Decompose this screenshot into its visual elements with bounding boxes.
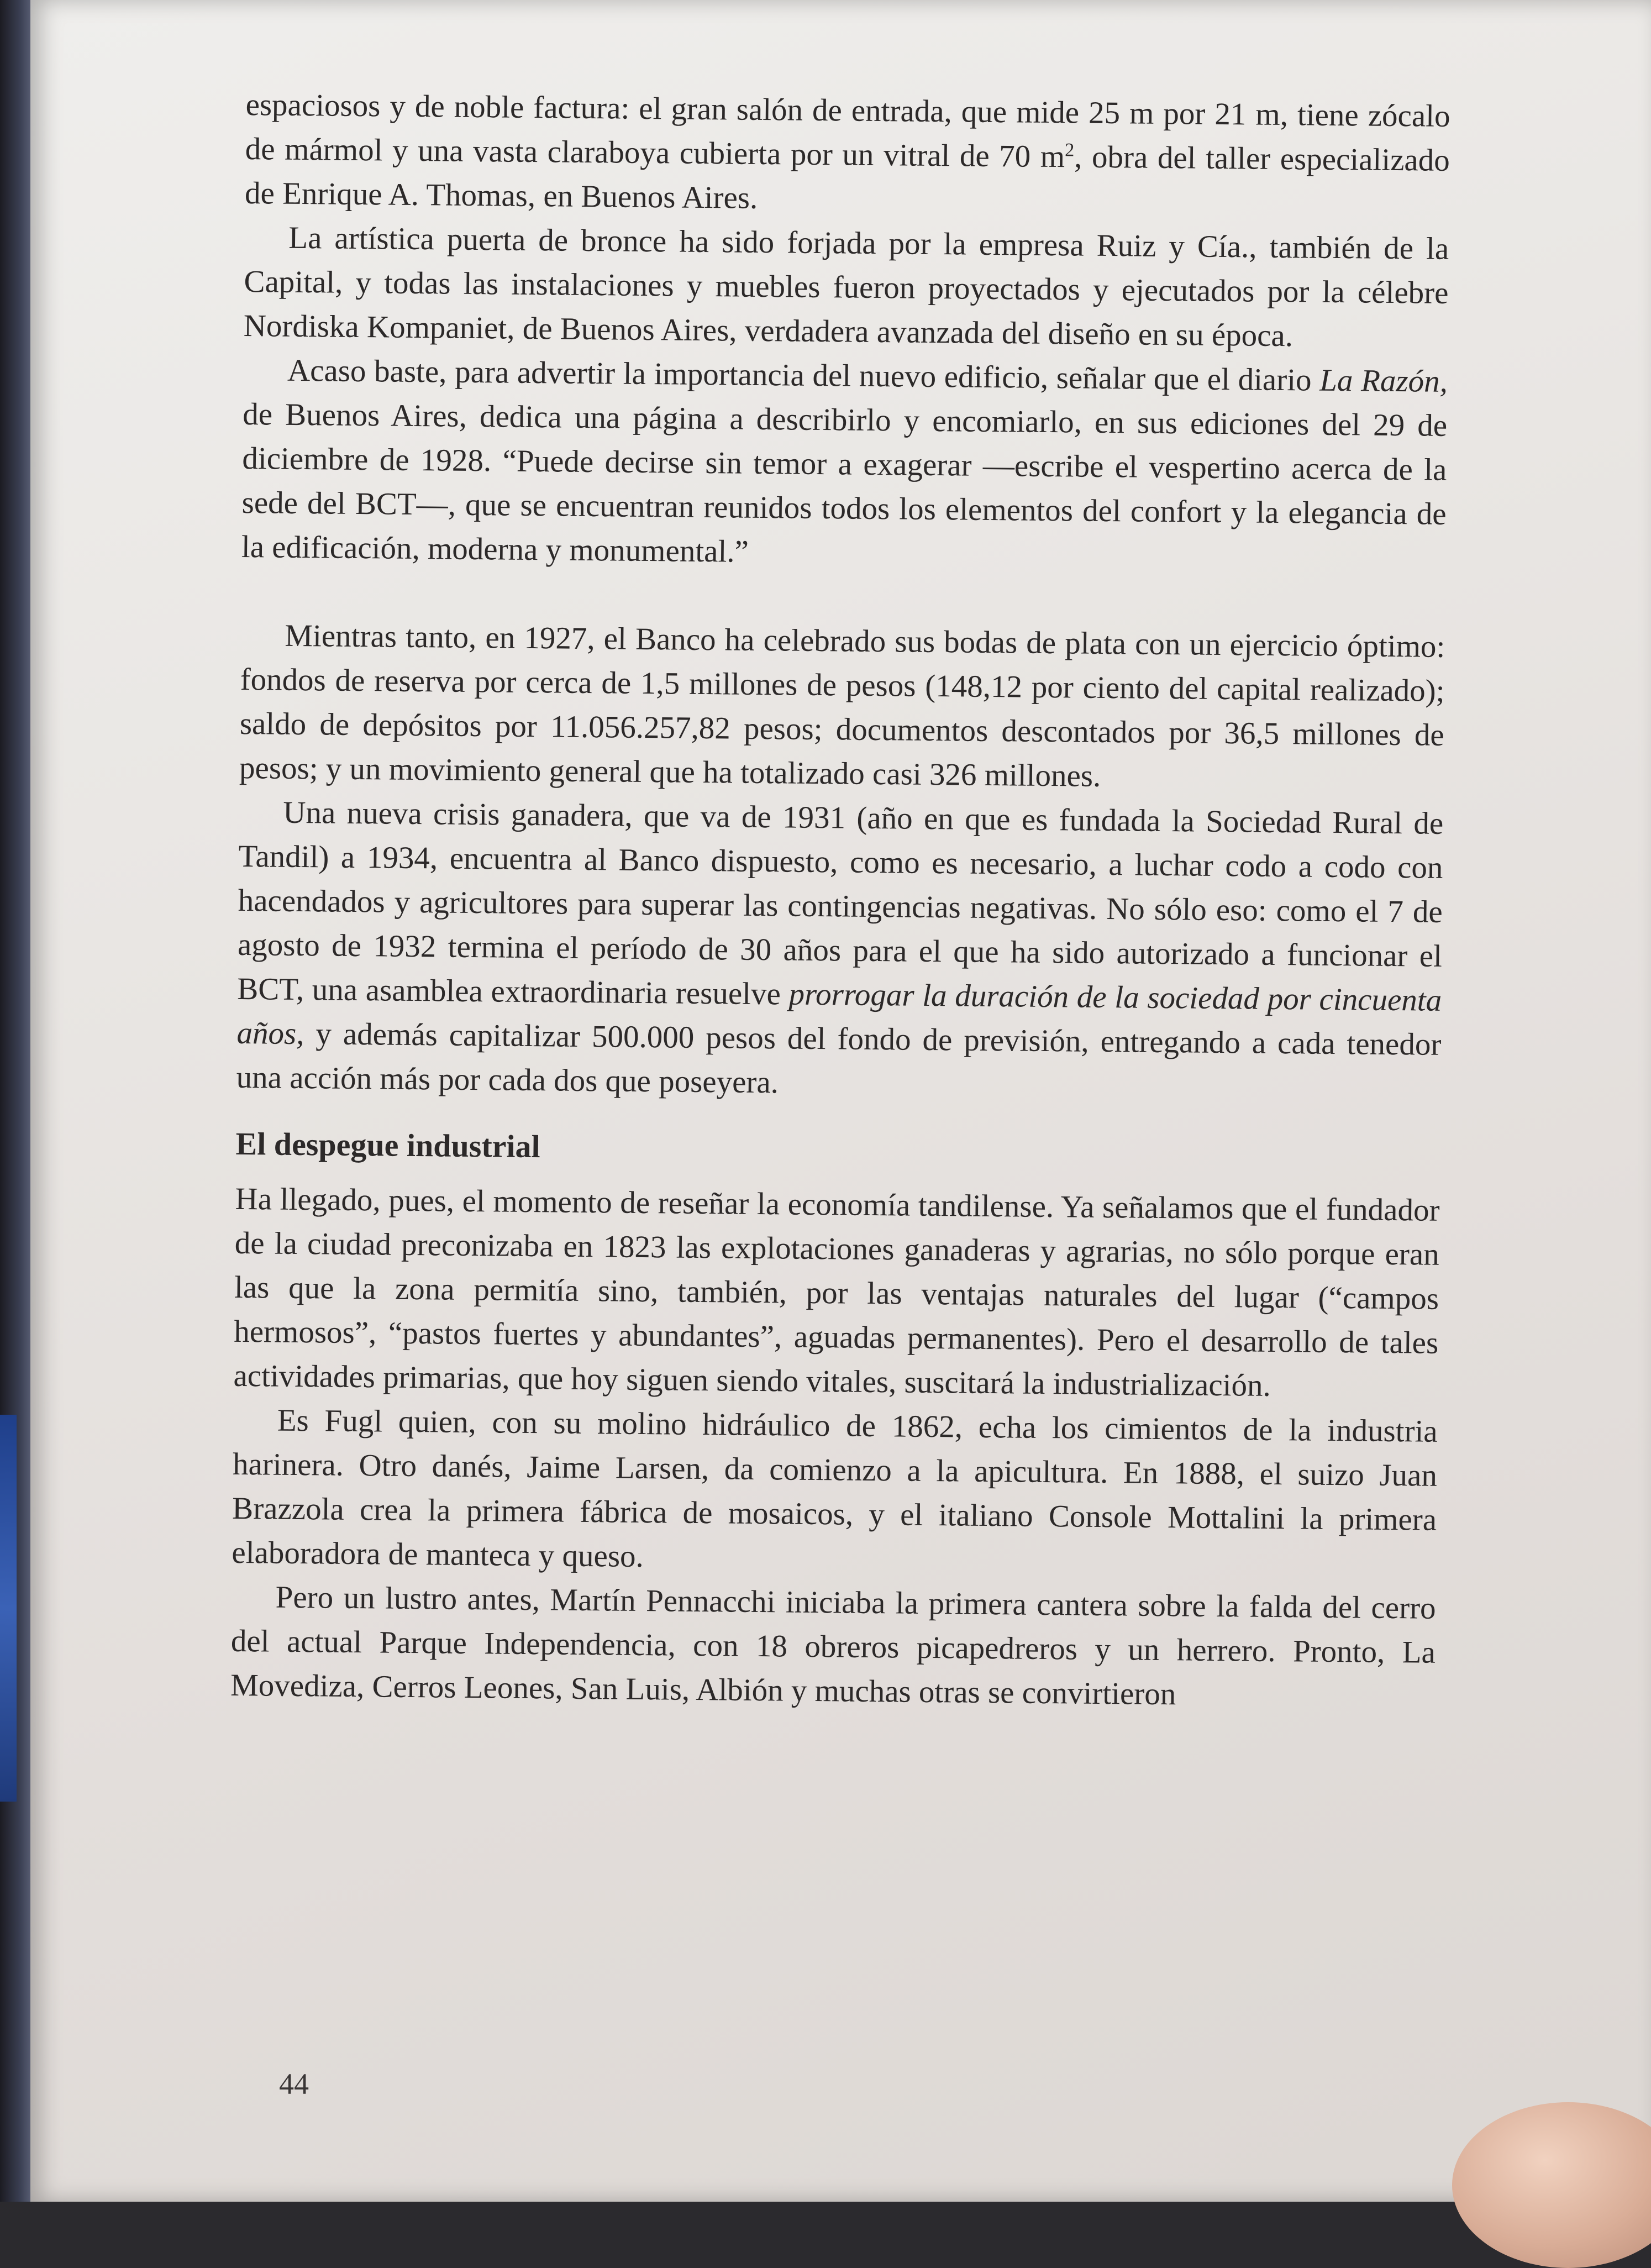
paragraph-1-end: , obra del taller especializado de Enrique A. Thomas, en Buenos Aires. <box>244 139 1450 216</box>
paragraph-1-text: espaciosos y de noble factura: el gran salón de entrada, que mide 25 m por 21 m, tiene zócalo de mármol y una vasta claraboya cubierta por un vitral de 70 m <box>245 87 1450 175</box>
paragraph-5-end: y además capitalizar 500.000 pesos del fondo de previsión, entregando a cada tenedor una acción más por cada dos que poseyera. <box>236 1016 1442 1100</box>
paragraph-3 <box>241 348 1448 581</box>
paragraph-5-italic: prorrogar la duración de la sociedad por cincuenta años, <box>236 977 1442 1052</box>
thumb <box>1452 2102 1651 2268</box>
book-page <box>30 0 1651 2202</box>
paragraph-3-start: Acaso baste, para advertir la importancia del nuevo edificio, señalar que el diario <box>287 353 1320 398</box>
paragraph-1 <box>245 83 1450 227</box>
body-text <box>230 83 1450 1719</box>
paragraph-5 <box>236 790 1443 1111</box>
background-edge <box>0 0 33 2202</box>
section-heading: El despegue industrial <box>235 1125 540 1165</box>
paragraph-2: La artística puerta de bronce ha sido forjada por la empresa Ruiz y Cía., también de la Capital, y todas las instalaciones y muebles fueron proyectados y ejecutados por la célebre Nordiska Kompaniet, de Buenos Aires, verdadera avanzada del diseño en su época. <box>243 220 1449 354</box>
paragraph-5-start: Una nueva crisis ganadera, que va de 1931 (año en que es fundada la Sociedad Rural de Tandil) a 1934, encuentra al Banco dispuesto, como es necesario, a luchar codo a codo con hacendados y agricultores para superar las contingencias negativas. No sólo eso: como el 7 de agosto de 1932 termina el período de 30 años para el que ha sido autorizado a funcionar el BCT, una asamblea extraordinaria resuelve <box>236 795 1444 1012</box>
paragraph-4: Mientras tanto, en 1927, el Banco ha celebrado sus bodas de plata con un ejercicio óptimo: fondos de reserva por cerca de 1,5 millones de pesos (148,12 por ciento del capital realizado); saldo de depósitos por 11.056.257,82 pesos; documentos descontados por 36,5 millones de pesos; y un movimiento general que ha totalizado casi 326 millones. <box>239 618 1445 794</box>
newspaper-title: La Razón, <box>1319 363 1448 399</box>
paragraph-6: Ha llegado, pues, el momento de reseñar la economía tandilense. Ya señalamos que el fundador de la ciudad preconizaba en 1823 las explotaciones ganaderas y agrarias, no sólo porque eran las que la zona permitía sino, también, por las ventajas naturales del lugar (“campos hermosos”, “pastos fuertes y abundantes”, aguadas permanentes). Pero el desarrollo de tales actividades primarias, que hoy siguen siendo vitales, suscitará la industrialización. <box>233 1181 1440 1403</box>
paragraph-8: Pero un lustro antes, Martín Pennacchi iniciaba la primera cantera sobre la falda del cerro del actual Parque Independencia, con 18 obreros picapedreros y un herrero. Pronto, La Movediza, Cerros Leones, San Luis, Albión y muchas otras se convirtieron <box>230 1579 1436 1712</box>
background-object <box>0 1415 17 1802</box>
paragraph-7: Es Fugl quien, con su molino hidráulico de 1862, echa los cimientos de la industria harinera. Otro danés, Jaime Larsen, da comienzo a la apicultura. En 1888, el suizo Juan Brazzola crea la primera fábrica de mosaicos, y el italiano Console Mottalini la primera elaboradora de manteca y queso. <box>232 1403 1438 1574</box>
paragraph-3-end: de Buenos Aires, dedica una página a describirlo y encomiarlo, en sus ediciones del 29 de diciembre de 1928. “Puede decirse sin temor a exagerar —escribe el vespertino acerca de la sede del BCT—, que se encuentran reunidos todos los elementos del confort y la elegancia de la edificación, moderna y monumental.” <box>241 396 1448 569</box>
superscript: 2 <box>1065 140 1075 161</box>
page-number: 44 <box>279 2067 309 2101</box>
